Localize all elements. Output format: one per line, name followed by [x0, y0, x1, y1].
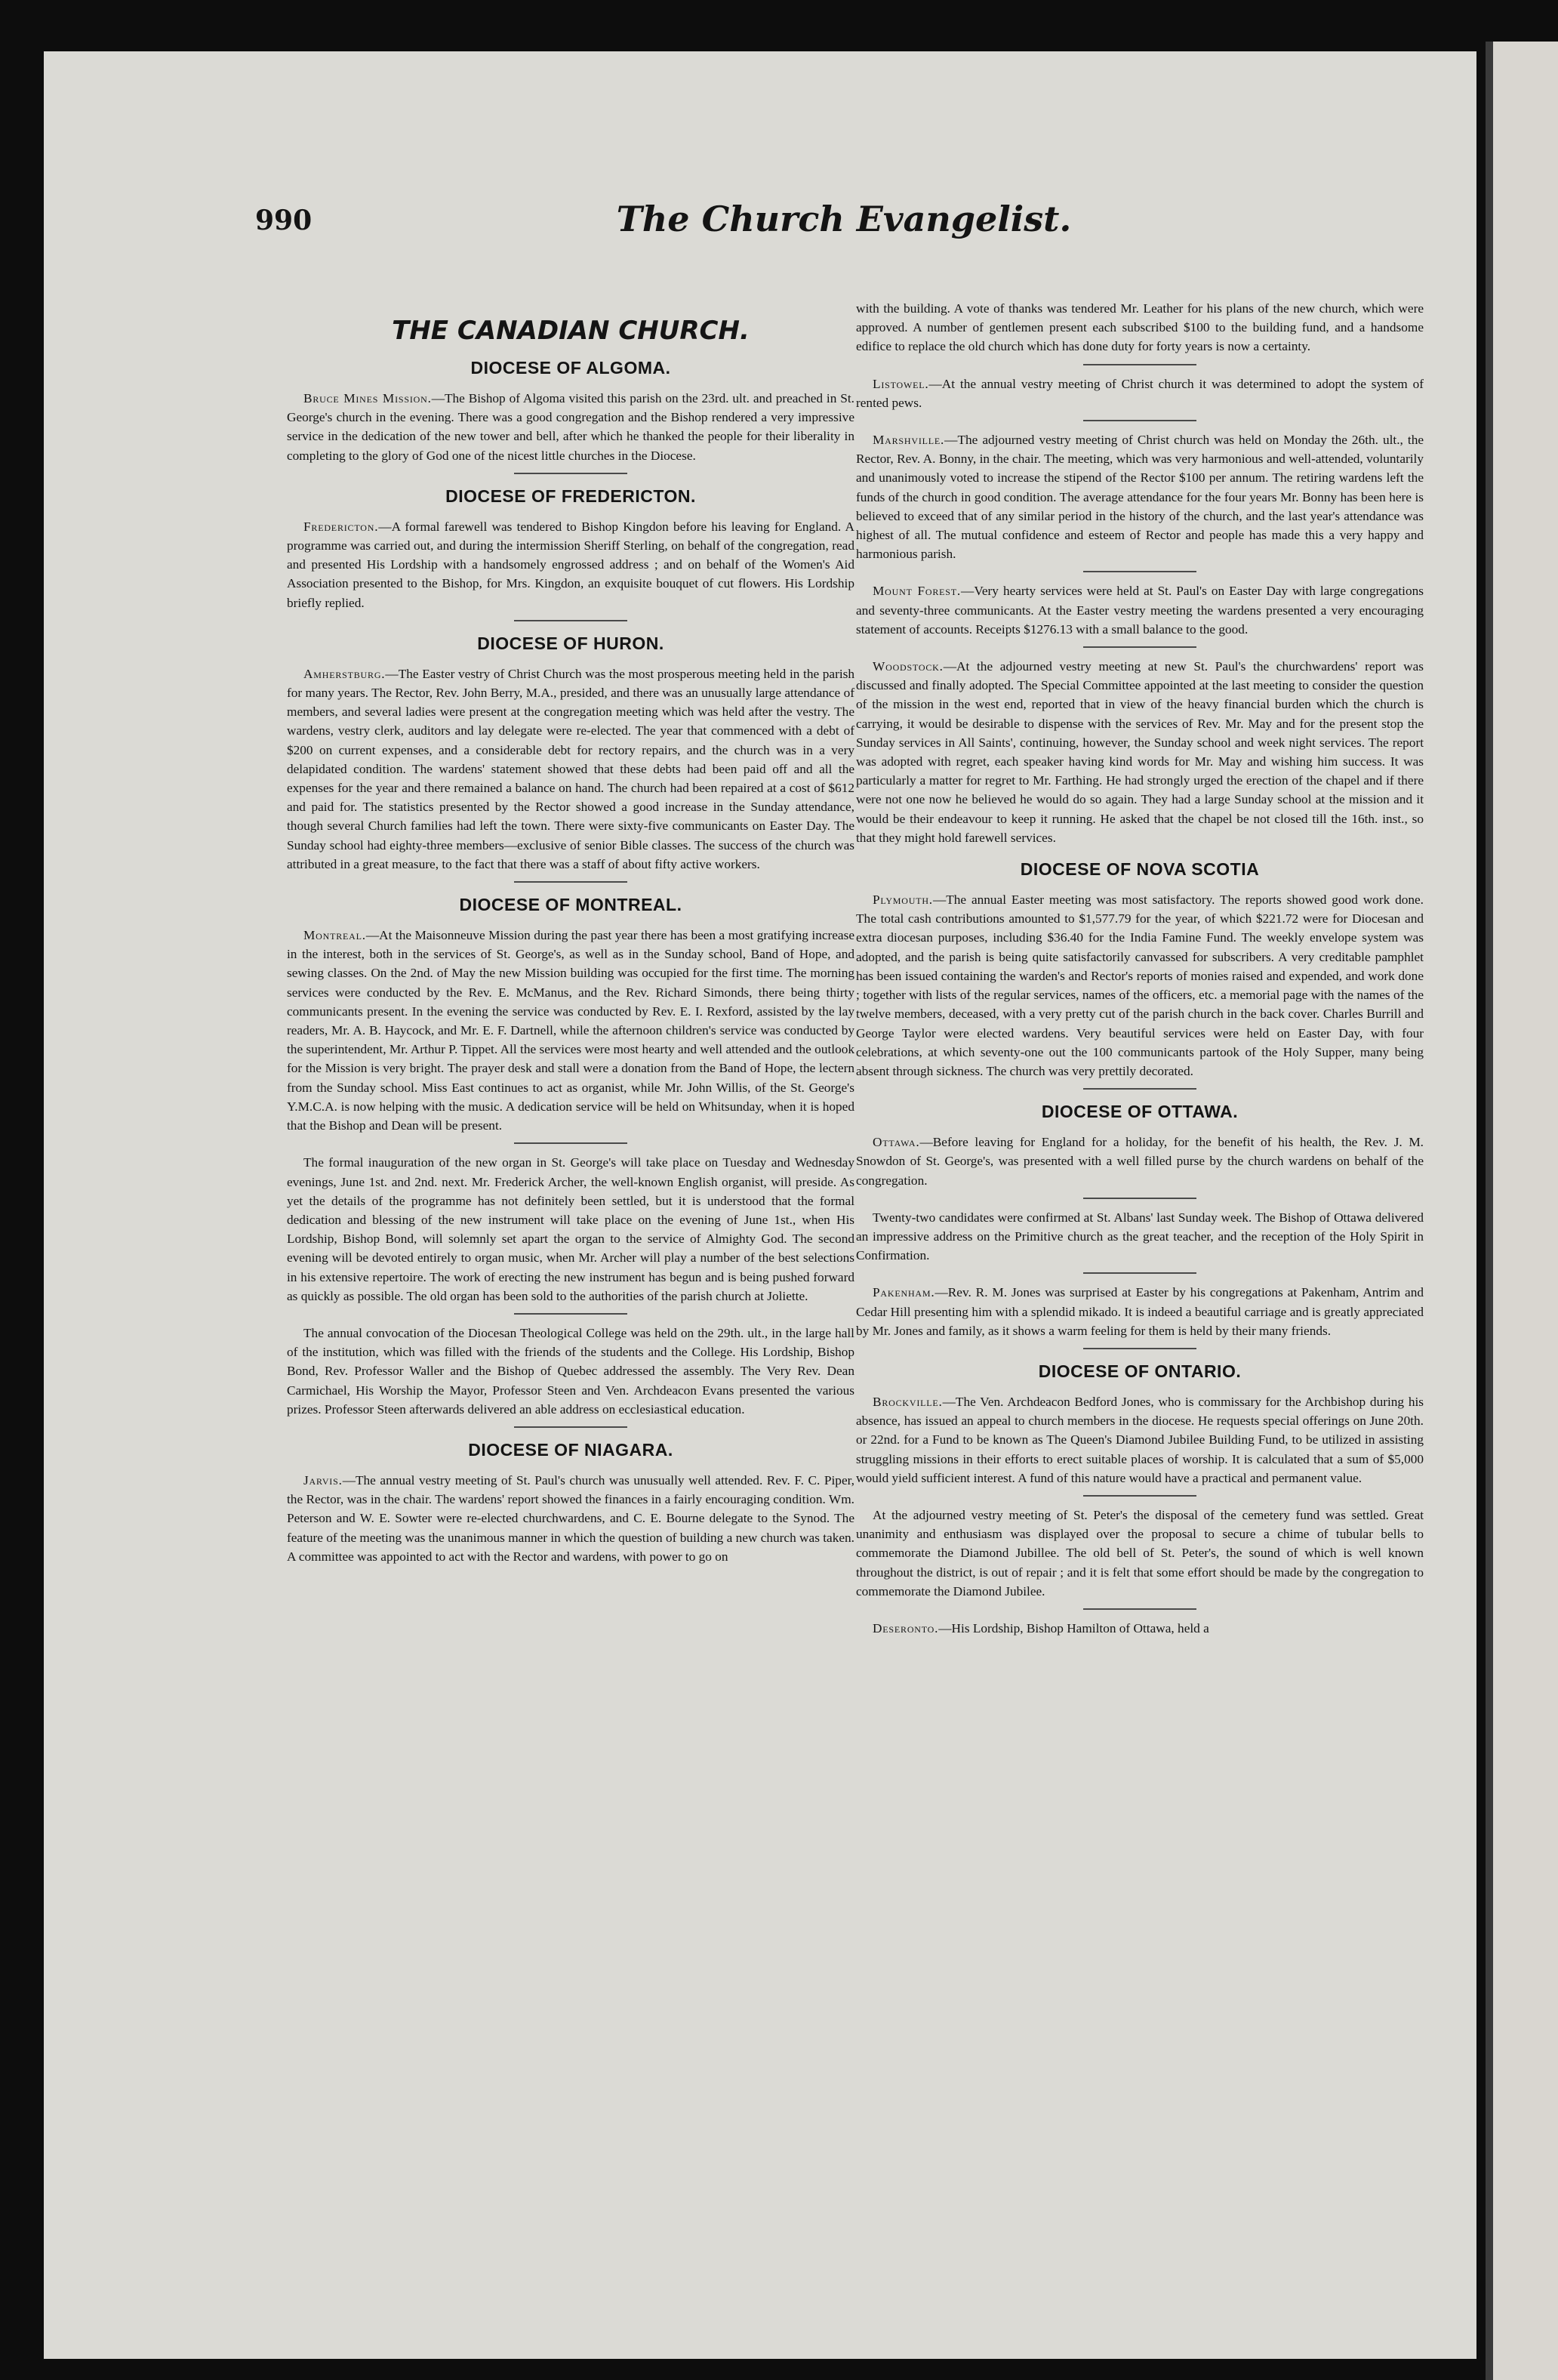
article-text: —At the annual vestry meeting of Christ church it was determined to adopt the system of rented pews. — [856, 376, 1424, 410]
heading-algoma: DIOCESE OF ALGOMA. — [470, 358, 671, 378]
place-name: Montreal. — [303, 928, 366, 943]
article-text: —Very hearty services were held at St. Paul's on Easter Day with large congregations and seventy-three communicants. At the Easter vestry meeting the wardens presented a very encouraging statement of accounts. Receipts $1276.13 with a small balance to the good. — [856, 584, 1424, 637]
place-name: Woodstock. — [873, 659, 944, 674]
article-text: —The Ven. Archdeacon Bedford Jones, who is commissary for the Archbishop during his absence, has issued an appeal to church members in the diocese. He requests special offerings on June 20th. or 22nd. for a Fund to be known as The Queen's Diamond Jubilee Building Fund, to be utilized in assisting struggling missions in their efforts to erect suitable places of worship. It is calculated that a sum of $5,000 would yield sufficient interest. A fund of this nature would have a practical and permanent value. — [856, 1394, 1424, 1485]
article-text: —Rev. R. M. Jones was surprised at Easter by his congregations at Pakenham, Antrim and Cedar Hill presenting him with a splendid mikado. It is indeed a beautiful carriage and is greatly appreciated by Mr. Jones and family, as it shows a warm feeling for them is held by their many friends. — [856, 1285, 1424, 1338]
place-name: Plymouth. — [873, 892, 933, 908]
article-organ-inauguration: The formal inauguration of the new organ in St. George's will take place on Tuesday and Wednesday evenings, June 1st. and 2nd. next. Mr. Frederick Archer, the well-known English organist, will preside. As yet the details of the programme has not definitely been settled, but it is understood that the formal dedication and blessing of the new instrument will take place on the evening of June 1st., when His Lordship, Bishop Bond, will solemnly set apart the organ to the service of Almighty God. The second evening will be devoted entirely to organ music, when Mr. Archer will play a number of the best selections in his extensive repertoire. The work of erecting the new instrument has begun and is being pushed forward as quickly as possible. The old organ has been sold to the authorities of the parish church at Joliette. — [287, 1155, 854, 1303]
article-listowel — [856, 375, 1424, 412]
article-text: —The Easter vestry of Christ Church was the most prosperous meeting held in the parish for many years. The Rector, Rev. John Berry, M.A., presided, and there was an unusually large attendance of members, and several ladies were present at the congregation meeting which was held after the vestry. The wardens, vestry clerk, auditors and lay delegate were re-elected. The year that commenced with a debt of $200 on current expenses, and a considerable debt for rectory repairs, and the church was in a very delapidated condition. The wardens' statement showed that these debts had been paid off and all the expenses for the year and there remained a balance on hand. The church had been repaired at a cost of $612 and paid for. The statistics presented by the Rector showed a good increase in the Sunday attendance, though several Church families had left the town. There were sixty-five communicants on Easter Day. The Sunday school had eighty-three members—exclusive of senior Bible classes. The success of the church was attributed in a great measure, to the fact that there was a staff of about fifty active workers. — [287, 666, 854, 871]
article-theological-college: The annual convocation of the Diocesan Theological College was held on the 29th. ult., in the large hall of the institution, which was filled with the friends of the students and the College. His Lordship, Bishop Bond, Rev. Professor Waller and the Bishop of Quebec addressed the assembly. The Very Rev. Dean Carmichael, His Worship the Mayor, Professor Steen and Ven. Archdeacon Evans presented the various prizes. Professor Steen afterwards delivered an able address on ecclesiastical education. — [287, 1325, 854, 1417]
page-number: 990 — [255, 205, 313, 236]
article-st-peters: At the adjourned vestry meeting of St. Peter's the disposal of the cemetery fund was settled. Great unanimity and enthusiasm was displayed over the proposal to secure a chime of tubular bells to commemorate the Diamond Jubillee. The old bell of St. Peter's, the sound of which is well known throughout the district, is out of repair ; and it is felt that some effort should be made by the congregation to commemorate the Diamond Jubilee. — [856, 1507, 1424, 1598]
separator-rule — [514, 881, 627, 883]
place-name: Fredericton. — [303, 519, 379, 534]
article-text: —The annual Easter meeting was most satisfactory. The reports showed good work done. The total cash contributions amounted to $1,577.79 for the year, of which $221.72 were for Diocesan and extra diocesan purposes, including $36.40 for the India Famine Fund. The weekly envelope system was adopted, and the parish is being quite satisfactorily canvassed for subscribers. A very creditable pamphlet has been issued containing the warden's and Rector's reports of monies raised and expended, and work done ; together with lists of the regular services, names of the officers, etc. a memorial page with the names of the twelve members, deceased, with a very pretty cut of the parish church in the back cover. Charles Burrill and George Taylor were elected wardens. Very beautiful services were held on Easter Day, with four celebrations, at which seventy-one out the 100 communicants partook of the Holy Supper, many being absent through sickness. The church was very prettily decorated. — [856, 892, 1424, 1078]
place-name: Mount Forest. — [873, 584, 962, 599]
separator-rule — [1083, 646, 1196, 648]
place-name: Bruce Mines Mission. — [303, 391, 432, 405]
separator-rule — [1083, 1198, 1196, 1199]
article-plymouth — [856, 890, 1424, 1081]
article-amherstburg — [287, 664, 854, 874]
place-name: Jarvis. — [303, 1472, 343, 1488]
place-name: Pakenham. — [873, 1285, 935, 1300]
article-brockville — [856, 1392, 1424, 1488]
separator-rule — [1083, 1272, 1196, 1274]
separator-rule — [514, 1426, 627, 1428]
place-name: Ottawa. — [873, 1135, 920, 1150]
article-text: —A formal farewell was tendered to Bishop Kingdon before his leaving for England. A programme was carried out, and during the intermission Sheriff Sterling, on behalf of the congregation, read and presented His Lordship with a handsomely engrossed address ; and on behalf of the Women's Aid Association presented to the Bishop, for Mrs. Kingdon, an exquisite bouquet of cut flowers. His Lordship briefly replied. — [287, 519, 854, 610]
article-text: —The adjourned vestry meeting of Christ church was held on Monday the 26th. ult., the Rector, Rev. A. Bonny, in the chair. The meeting, which was very harmonious and well-attended, voluntarily and unanimously voted to increase the stipend of the Rector $100 per annum. The retiring wardens left the funds of the church in good condition. The average attendance for the four years Mr. Bonny has been here is believed to exceed that of any similar period in the history of the church, and the last year's attendance was highest of all. The mutual confidence and esteem of Rector and people has made this a very happy and harmonious parish. — [856, 433, 1424, 562]
article-jarvis-continued: with the building. A vote of thanks was tendered Mr. Leather for his plans of the new church, which were approved. A number of gentlemen present each subscribed $100 to the building fund, and a handsome edifice to replace the old church which has done duty for forty years is now a certainty. — [856, 301, 1424, 354]
separator-rule — [1083, 1088, 1196, 1090]
journal-title: The Church Evangelist. — [616, 199, 1072, 239]
place-name: Marshville. — [873, 433, 945, 448]
article-marshville — [856, 430, 1424, 563]
heading-fredericton: DIOCESE OF FREDERICTON. — [445, 486, 696, 506]
separator-rule — [1083, 1348, 1196, 1349]
article-woodstock — [856, 657, 1424, 847]
left-column — [287, 316, 854, 1574]
separator-rule — [514, 473, 627, 474]
article-text: —The annual vestry meeting of St. Paul's church was unusually well attended. Rev. F. C. Piper, the Rector, was in the chair. The wardens' report showed the finances in a fairly encouraging condition. Wm. Peterson and W. E. Sowter were re-elected churchwardens, and C. E. Bourne delegate to the Synod. The feature of the meeting was the unanimous manner in which the question of building a new church was taken. A committee was appointed to act with the Rector and wardens, with power to go on — [287, 1472, 854, 1564]
article-confirmation: Twenty-two candidates were confirmed at St. Albans' last Sunday week. The Bishop of Ottawa delivered an impressive address on the Primitive church as the great teacher, and the reception of the Holy Spirit in Confirmation. — [856, 1210, 1424, 1263]
separator-rule — [1083, 420, 1196, 421]
article-deseronto — [856, 1619, 1424, 1638]
article-montreal — [287, 926, 854, 1135]
article-text: —The Bishop of Algoma visited this parish on the 23rd. ult. and preached in St. George's church in the evening. There was a good congregation and the Bishop rendered a very impressive service in the dedication of the new tower and bell, after which he thanked the people for their liberality in completing to the glory of God one of the nicest little churches in the Diocese. — [287, 391, 854, 463]
heading-ottawa: DIOCESE OF OTTAWA. — [1041, 1102, 1239, 1122]
article-text: —At the adjourned vestry meeting at new St. Paul's the churchwardens' report was discussed and finally adopted. The Special Committee appointed at the last meeting to consider the question of the mission in the west end, reported that in view of the heavy financial burden which the church is carrying, it would be desirable to dispense with the services of Rev. Mr. May and for the present stop the Sunday services in All Saints', continuing, however, the Sunday school and week night services. The report was adopted with regret, each speaker having kind words for Mr. May and wishing him success. It was particularly a matter for regret to Mr. Farthing. He had strongly urged the erection of the chapel and if there were not one now he believed he would do so again. They had a large Sunday school at the mission and it would be their endeavour to keep it running. He asked that the chapel be not closed till the 16th. inst., so that they might hold farewell services. — [856, 659, 1424, 845]
separator-rule — [514, 1313, 627, 1315]
article-fredericton — [287, 517, 854, 612]
running-header — [255, 199, 1403, 259]
place-name: Amherstburg. — [303, 666, 386, 681]
place-name: Deseronto. — [873, 1620, 939, 1635]
heading-montreal: DIOCESE OF MONTREAL. — [459, 895, 682, 915]
place-name: Brockville. — [873, 1394, 943, 1409]
article-bruce-mines — [287, 389, 854, 465]
heading-nova-scotia: DIOCESE OF NOVA SCOTIA — [1020, 859, 1260, 880]
heading-huron: DIOCESE OF HURON. — [477, 633, 664, 653]
article-text: —At the Maisonneuve Mission during the past year there has been a most gratifying increase in the interest, both in the services of St. George's, as well as in the Sunday school, Band of Hope, and sewing classes. On the 2nd. of May the new Mission building was occupied for the first time. The morning services were conducted by the Rev. E. McManus, and the Rev. Richard Simonds, there being thirty communicants present. In the evening the service was conducted by Rev. E. I. Rexford, assisted by the lay readers, Mr. A. B. Haycock, and Mr. E. F. Dartnell, while the afternoon children's service was conducted by the superintendent, Mr. Arthur P. Tippet. All the services were most hearty and well attended and the outlook for the Mission is very bright. The prayer desk and stall were a donation from the Band of Hope, the lectern from the Sunday school. Miss East continues to act as organist, while Mr. John Willis, of the St. George's Y.M.C.A. is now helping with the music. A dedication service will be held on Whitsunday, when it is hoped that the Bishop and Dean will be present. — [287, 928, 854, 1133]
article-ottawa — [856, 1133, 1424, 1190]
main-title: THE CANADIAN CHURCH. — [392, 316, 750, 346]
separator-rule — [1083, 571, 1196, 572]
place-name: Listowel. — [873, 376, 929, 391]
separator-rule — [514, 620, 627, 621]
separator-rule — [1083, 1608, 1196, 1610]
right-column — [856, 299, 1424, 1645]
article-jarvis — [287, 1471, 854, 1566]
heading-niagara: DIOCESE OF NIAGARA. — [468, 1439, 673, 1460]
article-text: —Before leaving for England for a holiday, for the benefit of his health, the Rev. J. M. Snowdon of St. George's, was presented with a well filled purse by the church wardens on behalf of the congregation. — [856, 1135, 1424, 1188]
heading-ontario: DIOCESE OF ONTARIO. — [1038, 1361, 1242, 1381]
adjacent-page-strip — [1486, 42, 1558, 2380]
page-sheet — [44, 51, 1476, 2359]
article-mount-forest — [856, 581, 1424, 639]
separator-rule — [514, 1142, 627, 1144]
article-text: —His Lordship, Bishop Hamilton of Ottawa, held a — [938, 1620, 1209, 1635]
separator-rule — [1083, 364, 1196, 365]
separator-rule — [1083, 1495, 1196, 1497]
article-pakenham — [856, 1283, 1424, 1340]
